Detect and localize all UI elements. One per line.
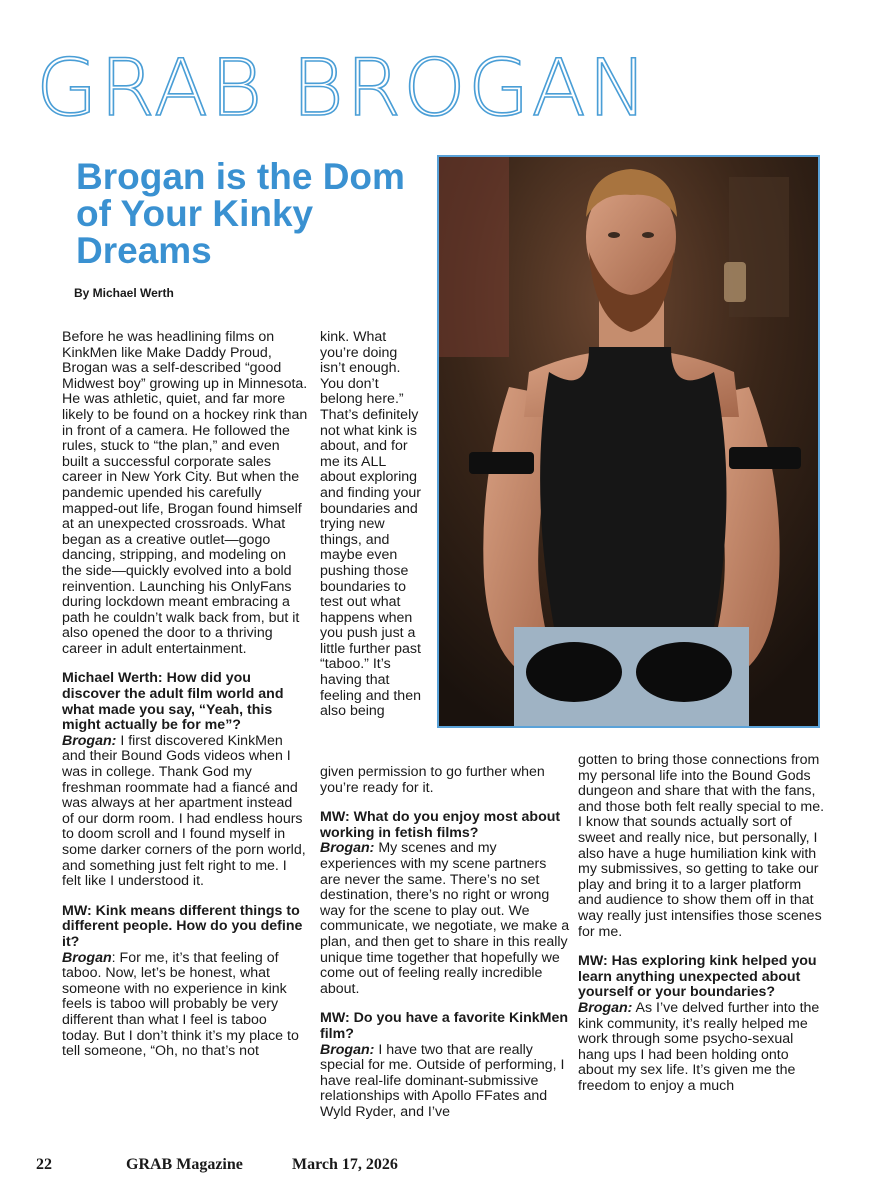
answer-5-text: As I’ve delved further into the kink community, it’s really helped me work through some psycho-sexual hang ups I had been holding onto about my sex life. It’s given me the freedom to enjoy a much <box>578 999 820 1094</box>
answer-2 <box>62 951 308 1060</box>
answer-1-text: I first discovered KinkMen and their Bound Gods videos when I was in college. Thank God my freshman roommate had a fiancé and was always at her apartment instead of our dorm room. I had endless hours to doom scroll and I found myself in some darker corners of the porn world, and something just felt right to me. I felt like I understood it. <box>62 732 306 890</box>
answer-2-speaker: Brogan <box>62 949 112 966</box>
magazine-name: GRAB Magazine <box>126 1156 243 1173</box>
portrait-illustration <box>439 157 820 728</box>
question-3: MW: What do you enjoy most about working in fetish films? <box>320 809 561 841</box>
page-number: 22 <box>36 1156 52 1173</box>
portrait-photo <box>437 155 820 728</box>
question-5: MW: Has exploring kink helped you learn anything unexpected about yourself or your boundaries? <box>578 953 817 1001</box>
question-4: MW: Do you have a favorite KinkMen film? <box>320 1010 569 1042</box>
answer-1-speaker: Brogan: <box>62 732 117 749</box>
answer-1 <box>62 734 308 890</box>
column-1 <box>62 330 308 1060</box>
answer-2-end: given permission to go further when you’re ready for it. <box>320 764 545 796</box>
answer-3-text: My scenes and my experiences with my scene partners are never the same. There’s no set destination, there’s no right or wrong way for the scene to play out. We communicate, we negotiate, we make a plan, and then get to share in this really unique time together that hopefully we come out of feeling really incredible about. <box>320 840 570 997</box>
question-2: MW: Kink means different things to different people. How do you define it? <box>62 902 303 950</box>
answer-5-speaker: Brogan: <box>578 999 633 1016</box>
masthead-title: GRAB BROGAN <box>36 44 650 134</box>
article-headline: Brogan is the Dom of Your Kinky Dreams <box>76 156 405 271</box>
answer-3-speaker: Brogan: <box>320 840 375 857</box>
column-2-narrow <box>320 330 424 720</box>
answer-2-text: : For me, it’s that feeling of taboo. Now, let’s be honest, what someone with no experience in kink feels is taboo will probably be very different than what I feel is taboo today. But I don’t think it’s my place to tell someone, “Oh, no that’s not <box>62 949 299 1060</box>
answer-4 <box>320 1043 570 1121</box>
question-1: Michael Werth: How did you discover the adult film world and what made you say, “Yeah, this might actually be for me”? <box>62 670 284 734</box>
answer-2-continued: kink. What you’re doing isn’t enough. You don’t belong here.” That’s definitely not what kink is about, and for me its ALL about exploring and finding your boundaries and trying new things, and maybe even pushing those boundaries to test out what happens when you push just a little further past “taboo.” It’s having that feeling and then also being <box>320 329 421 720</box>
answer-5 <box>578 1001 826 1095</box>
answer-4-text: I have two that are really special for me. Outside of performing, I have real-life dominant-submissive relationships with Apollo FFates and Wyld Ryder, and I’ve <box>320 1041 565 1120</box>
answer-4-continued: gotten to bring those connections from my personal life into the Bound Gods dungeon and share that with the fans, and those both felt really special to me. I know that sounds actually sort of sweet and really nice, but personally, I also have a huge humiliation kink with my submissives, so getting to take our play and bring it to a larger platform and audience to show them off in that way really just intensifies those scenes for me. <box>578 752 825 940</box>
answer-3 <box>320 841 570 997</box>
byline: By Michael Werth <box>74 286 174 300</box>
intro-paragraph: Before he was headlining films on KinkMen like Make Daddy Proud, Brogan was a self-described “good Midwest boy” growing up in Minnesota. He was athletic, quiet, and far more likely to be found on a hockey rink than in front of a camera. He followed the rules, stuck to “the plan,” and even built a successful corporate sales career in New York City. But when the pandemic upended his carefully mapped-out life, Brogan found himself at an unexpected crossroads. What began as a creative outlet—gogo dancing, stripping, and modeling on the side—quickly evolved into a bold reinvention. Launching his OnlyFans during lockdown meant embracing a path he couldn’t walk back from, but it also opened the door to a thriving career in adult entertainment. <box>62 329 308 657</box>
issue-date: March 17, 2026 <box>292 1156 398 1173</box>
answer-4-speaker: Brogan: <box>320 1041 375 1058</box>
column-3 <box>578 753 826 1094</box>
column-2 <box>320 765 570 1120</box>
